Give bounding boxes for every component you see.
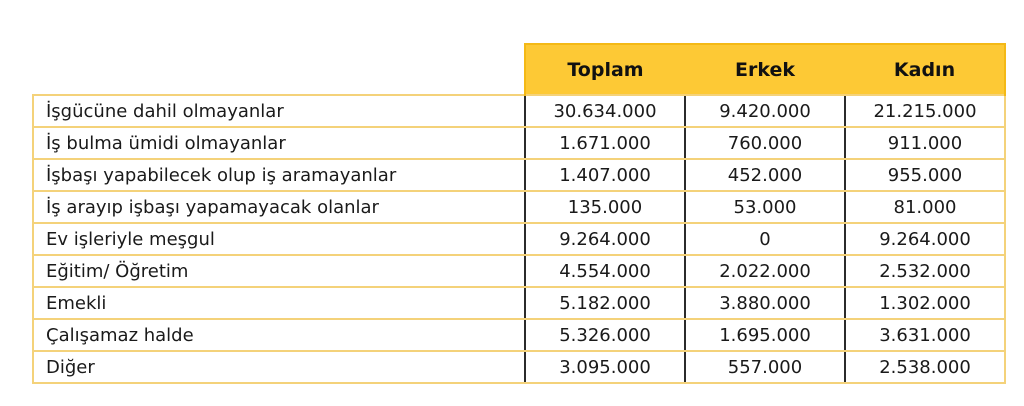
row-label: İş arayıp işbaşı yapamayacak olanlar [33, 191, 525, 223]
table-row [33, 191, 1005, 223]
table-header-row [33, 44, 1005, 95]
row-label: Ev işleriyle meşgul [33, 223, 525, 255]
table-row [33, 159, 1005, 191]
table-row [33, 95, 1005, 127]
cell-toplam: 135.000 [525, 191, 685, 223]
row-label: İşbaşı yapabilecek olup iş aramayanlar [33, 159, 525, 191]
header-blank-cell [33, 44, 525, 95]
header-erkek: Erkek [685, 44, 845, 95]
cell-toplam: 9.264.000 [525, 223, 685, 255]
row-label: Emekli [33, 287, 525, 319]
table-row [33, 255, 1005, 287]
row-label: Diğer [33, 351, 525, 383]
statistics-table [32, 43, 1006, 384]
cell-kadin: 955.000 [845, 159, 1005, 191]
cell-toplam: 5.182.000 [525, 287, 685, 319]
table-row [33, 319, 1005, 351]
cell-kadin: 81.000 [845, 191, 1005, 223]
cell-kadin: 1.302.000 [845, 287, 1005, 319]
cell-erkek: 1.695.000 [685, 319, 845, 351]
cell-kadin: 21.215.000 [845, 95, 1005, 127]
cell-erkek: 3.880.000 [685, 287, 845, 319]
cell-erkek: 53.000 [685, 191, 845, 223]
header-kadin: Kadın [845, 44, 1005, 95]
cell-erkek: 760.000 [685, 127, 845, 159]
cell-erkek: 0 [685, 223, 845, 255]
row-label: İş bulma ümidi olmayanlar [33, 127, 525, 159]
cell-toplam: 1.671.000 [525, 127, 685, 159]
cell-kadin: 2.532.000 [845, 255, 1005, 287]
row-label: Çalışamaz halde [33, 319, 525, 351]
cell-toplam: 3.095.000 [525, 351, 685, 383]
cell-toplam: 5.326.000 [525, 319, 685, 351]
header-toplam: Toplam [525, 44, 685, 95]
cell-erkek: 2.022.000 [685, 255, 845, 287]
cell-toplam: 30.634.000 [525, 95, 685, 127]
cell-erkek: 557.000 [685, 351, 845, 383]
table-row [33, 223, 1005, 255]
cell-erkek: 9.420.000 [685, 95, 845, 127]
table-row [33, 351, 1005, 383]
cell-erkek: 452.000 [685, 159, 845, 191]
cell-toplam: 1.407.000 [525, 159, 685, 191]
cell-kadin: 911.000 [845, 127, 1005, 159]
cell-kadin: 3.631.000 [845, 319, 1005, 351]
table-row [33, 127, 1005, 159]
row-label: İşgücüne dahil olmayanlar [33, 95, 525, 127]
cell-toplam: 4.554.000 [525, 255, 685, 287]
row-label: Eğitim/ Öğretim [33, 255, 525, 287]
table-row [33, 287, 1005, 319]
cell-kadin: 2.538.000 [845, 351, 1005, 383]
cell-kadin: 9.264.000 [845, 223, 1005, 255]
